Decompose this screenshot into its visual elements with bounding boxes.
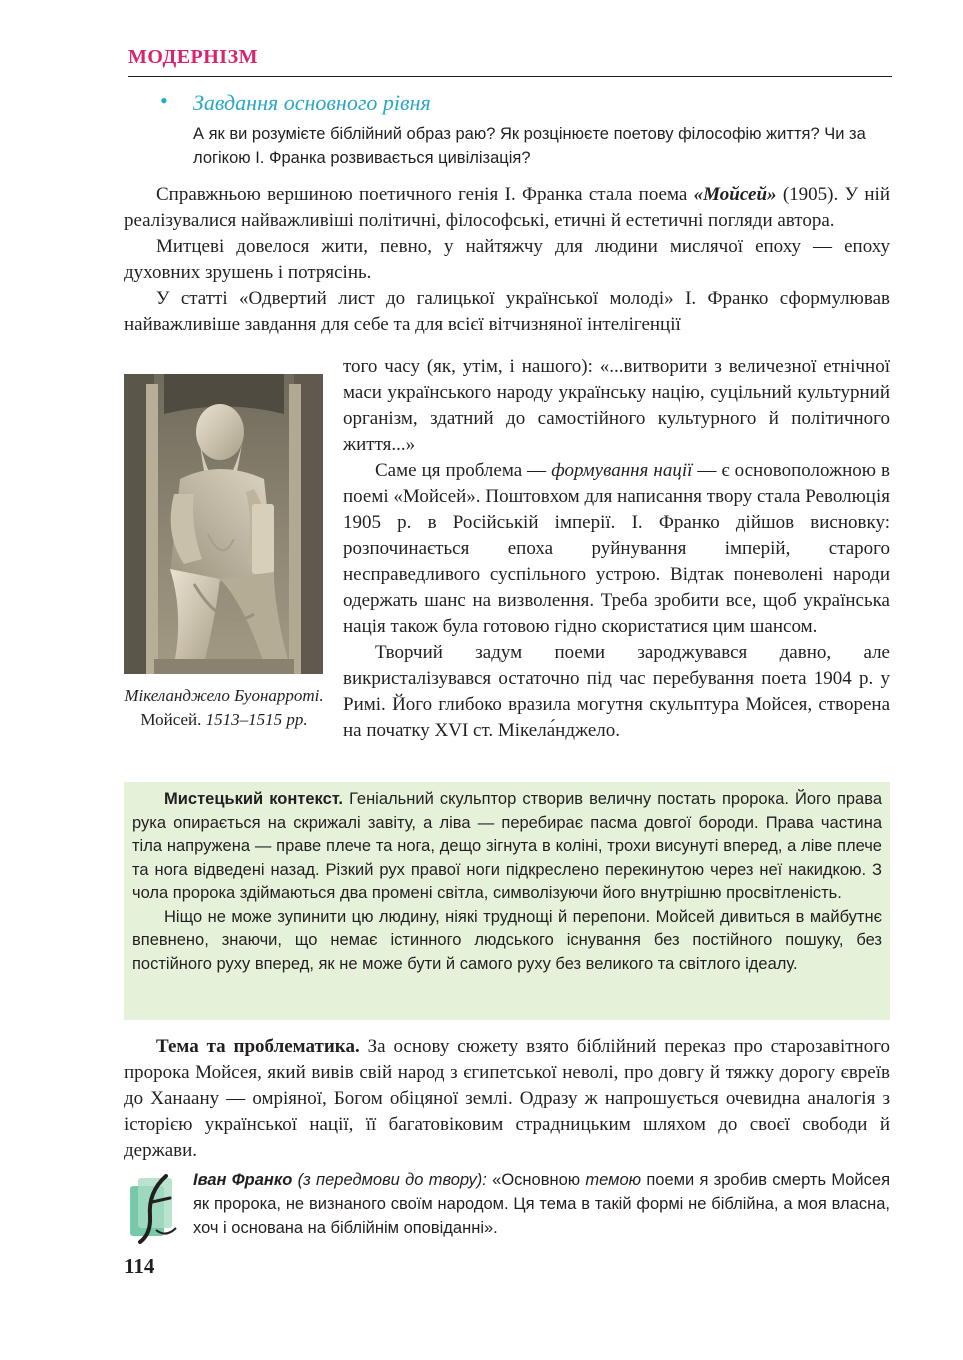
text-span: Справжньою вершиною поетичного генія І. Франка стала поема	[156, 184, 694, 205]
paragraph: Митцеві довелося жити, певно, у найтяжчу для людини мислячої епоху — епоху духовних зрушень і потрясінь.	[124, 236, 890, 283]
text-span: поеми я зробив смерть Мойсея як пророка, не визнаного своїм народом. Ця тема в такій формі не біблійна, а моя власна, хоч і основана на біблійнім оповіданні».	[193, 1171, 891, 1237]
emphasis: формування нації	[551, 460, 693, 481]
wrapped-text	[343, 354, 890, 744]
moses-statue-image	[124, 374, 323, 674]
intro-text	[124, 182, 890, 338]
quote-author: Іван Франко	[193, 1171, 293, 1189]
paragraph: того часу (як, утім, і нашого): «...витворити з величезної етнічної маси українського народу українську націю, суцільний культурний організм, здатний до самостійного культурного й політичного життя...»	[343, 356, 890, 455]
theme-section	[124, 1034, 890, 1164]
quote-icon	[126, 1172, 182, 1246]
image-caption	[124, 684, 324, 732]
context-label: Мистецький контекст.	[164, 790, 343, 808]
bullet-icon: •	[160, 88, 168, 113]
caption-years: 1513–1515 рр.	[205, 710, 308, 729]
caption-author: Мікеланджело Буонарроті.	[124, 686, 324, 705]
art-context-text	[132, 788, 882, 976]
task-questions: А як ви розумієте біблійний образ раю? Як розцінюєте поетову філософію життя? Чи за логікою І. Франка розвивається цивілізація?	[193, 125, 866, 167]
section-title: МОДЕРНІЗМ	[128, 46, 259, 68]
text-span: (1905). У ній реалізувалися найважливіші політичні, філософські, етичні й естетичні погляди автора.	[124, 184, 890, 231]
caption-work: Мойсей.	[140, 710, 202, 729]
text-span: Саме ця проблема —	[375, 460, 552, 481]
text-span: «Основною	[486, 1171, 586, 1189]
text-span: Геніальний скульптор створив величну постать пророка. Його права рука опирається на скрижалі завіту, а ліва — перебирає пасма довгої бороди. Права частина тіла напружена — праве плече та нога, дещо зігнута в коліні, трохи висунуті вперед, а ліве плече та нога відведені назад. Різкий рух правої ноги підкреслено перекинутою через неї накидкою. З чола пророка здіймаються два промені світла, символізуючи його внутрішню просвітленість.	[132, 790, 882, 902]
paragraph: У статті «Одвертий лист до галицької української молоді» І. Франко сформулював найважливіше завдання для себе та для всієї вітчизняної інтелігенції	[124, 288, 890, 335]
paragraph	[132, 788, 882, 906]
theme-label: Тема та проблематика.	[156, 1036, 360, 1057]
paragraph: Ніщо не може зупинити цю людину, ніякі труднощі й перепони. Мойсей дивиться в майбутнє впевнено, знаючи, що немає істинного людського існування без постійного пошуку, без постійного руху вперед, як не може бути й самого руху без великого та світлого ідеалу.	[132, 907, 882, 973]
task-heading: Завдання основного рівня	[193, 90, 431, 115]
paragraph	[124, 182, 890, 234]
paragraph: Творчий задум поеми зароджувався давно, але викристалізувався остаточно під час перебування поета 1904 р. у Римі. Його глибоко вразила могутня скульптура Мойсея, створена на початку XVI ст. Мікела́нджело.	[343, 642, 890, 741]
text-span: За основу сюжету взято біблійний переказ про старозавітного пророка Мойсея, який вивів свій народ з єгипетської неволі, про довгу й тяжку дорогу євреїв до Ханаану — омріяної, Богом обіцяної землі. Одразу ж напрошується очевидна аналогія з історією української нації, її багатовіковим страдницьким шляхом до своєї свободи й держави.	[124, 1036, 891, 1161]
text-span: — є основоположною в поемі «Мойсей». Поштовхом для написання твору стала Революція 1905 р. в Російській імперії. І. Франко дійшов висновку: розпочинається епоха руйнування імперій, старого несправедливого суспільного устрою. Відтак поневолені народи одержать шанс на визволення. Треба зробити все, щоб українська нація також була готовою гідно скористатися цим шансом.	[343, 460, 890, 637]
header-divider	[128, 76, 892, 77]
emphasis: темою	[585, 1171, 642, 1189]
paragraph	[343, 458, 890, 640]
poem-title: «Мойсей»	[693, 184, 777, 205]
franko-quote	[193, 1168, 890, 1240]
page-number: 114	[124, 1254, 155, 1278]
quote-source: (з передмови до твору):	[292, 1171, 487, 1189]
paragraph	[124, 1034, 890, 1164]
